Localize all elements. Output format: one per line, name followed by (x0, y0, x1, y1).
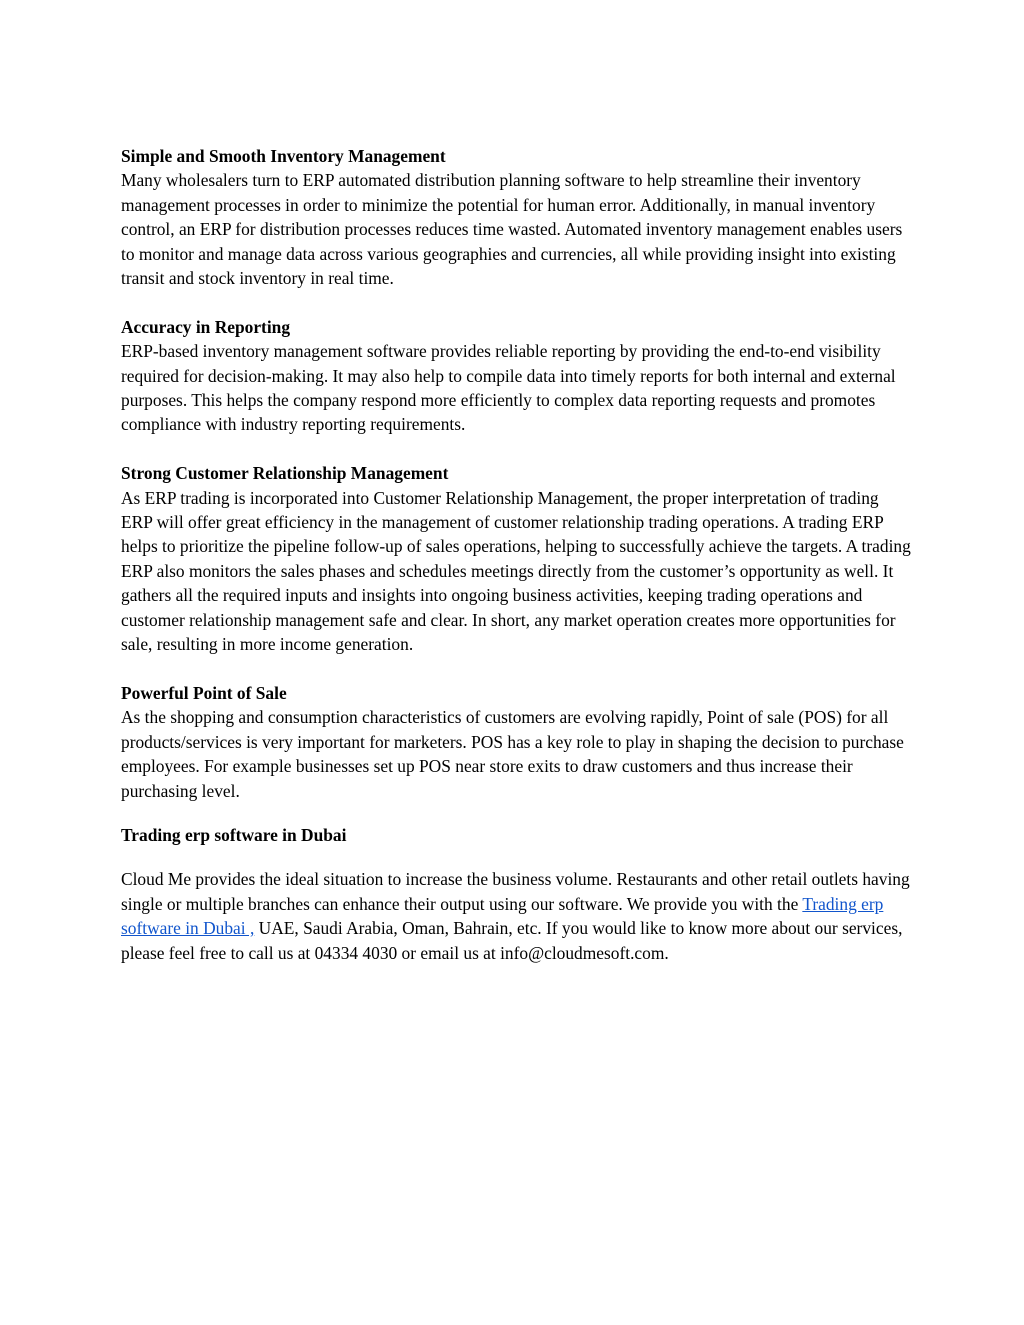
section-heading: Trading erp software in Dubai (121, 824, 347, 845)
section-point-of-sale (121, 681, 911, 803)
trading-erp-dubai-link[interactable]: Trading erp software in Dubai , (121, 893, 884, 939)
section-paragraph (121, 867, 911, 965)
section-heading: Accuracy in Reporting (121, 316, 291, 337)
section-paragraph: Many wholesalers turn to ERP automated distribution planning software to help streamline their inventory management processes in order to minimize the potential for human error. Additionally, in manual inventory control, an ERP for distribution processes reduces time wasted. Automated inventory management enables users to monitor and manage data across various geographies and currencies, all while providing insight into existing transit and stock inventory in real time. (121, 170, 903, 289)
section-heading: Powerful Point of Sale (121, 682, 287, 703)
paragraph-text: UAE, Saudi Arabia, Oman, Bahrain, etc. If you would like to know more about our services, please feel free to call us at 04334 4030 or email us at info@cloudmesoft.com. (121, 918, 903, 963)
paragraph-text: Cloud Me provides the ideal situation to increase the business volume. Restaurants and other retail outlets having single or multiple branches can enhance their output using our software. We provide you with the (121, 869, 910, 914)
section-inventory-management (121, 144, 911, 290)
section-accuracy-reporting (121, 315, 911, 437)
section-paragraph: ERP-based inventory management software provides reliable reporting by providing the end-to-end visibility required for decision-making. It may also help to compile data into timely reports for both internal and external purposes. This helps the company respond more efficiently to complex data reporting requests and promotes compliance with industry reporting requirements. (121, 341, 896, 435)
section-paragraph: As ERP trading is incorporated into Customer Relationship Management, the proper interpretation of trading ERP will offer great efficiency in the management of customer relationship trading operations. A trading ERP helps to prioritize the pipeline follow-up of sales operations, helping to successfully achieve the targets. A trading ERP also monitors the sales phases and schedules meetings directly from the customer’s opportunity as well. It gathers all the required inputs and insights into ongoing business activities, keeping trading operations and customer relationship management safe and clear. In short, any market operation creates more opportunities for sale, resulting in more income generation. (121, 487, 911, 655)
document-page (121, 144, 911, 989)
section-heading: Strong Customer Relationship Management (121, 463, 449, 484)
section-customer-relationship (121, 461, 911, 656)
section-heading: Simple and Smooth Inventory Management (121, 146, 446, 166)
section-trading-erp-dubai (121, 823, 911, 965)
section-paragraph: As the shopping and consumption characteristics of customers are evolving rapidly, Point of sale (POS) for all products/services is very important for marketers. POS has a key role to play in shaping the decision to purchase employees. For example businesses set up POS near store exits to draw customers and thus increase their purchasing level. (121, 707, 904, 801)
